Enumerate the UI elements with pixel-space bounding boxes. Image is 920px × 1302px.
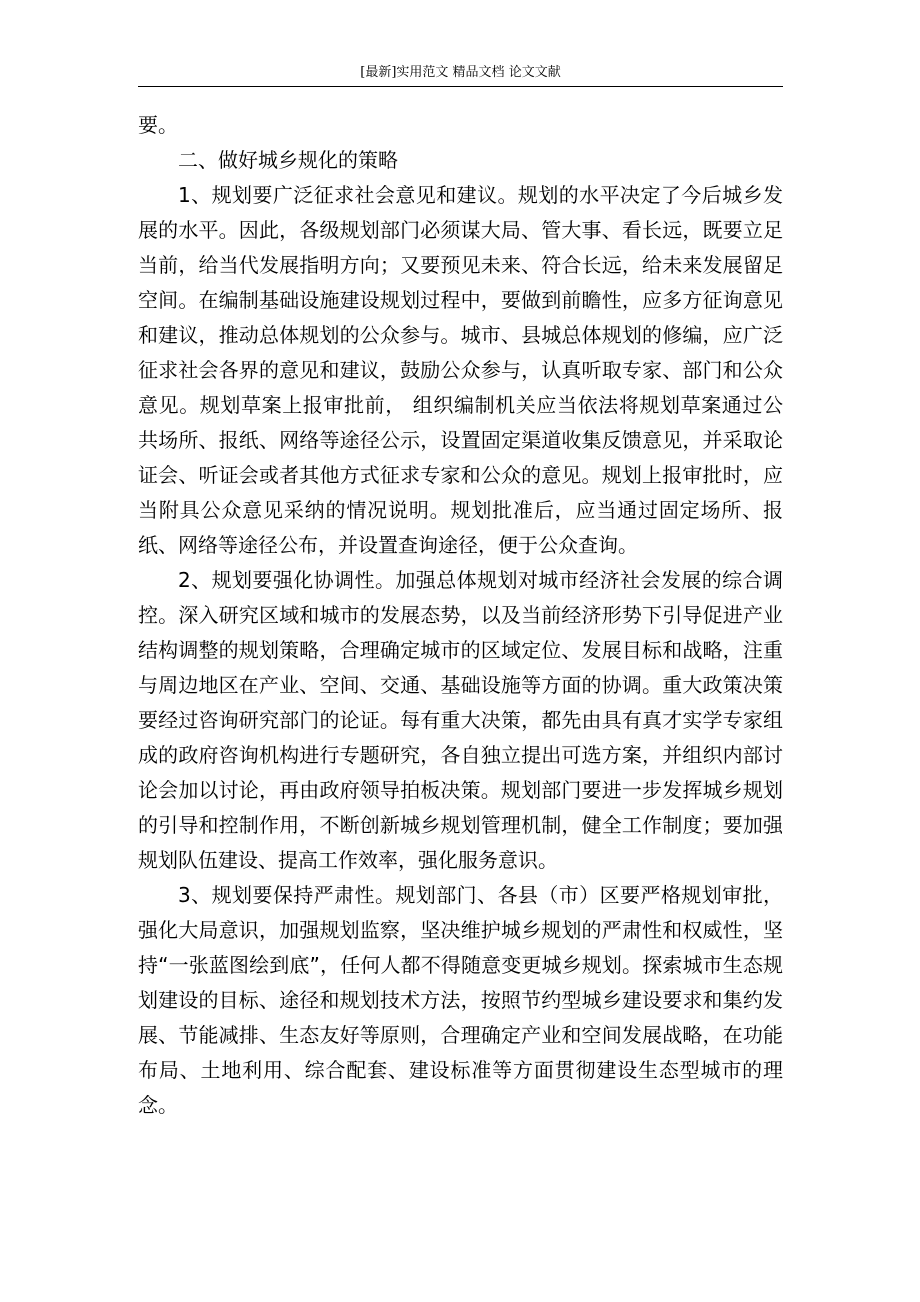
paragraph-point-2: 2、规划要强化协调性。加强总体规划对城市经济社会发展的综合调控。深入研究区域和城市的发展态势，以及当前经济形势下引导促进产业结构调整的规划策略，合理确定城市的区域定位、发展目标和战略，注重与周边地区在产业、空间、交通、基础设施等方面的协调。重大政策决策要经过咨询研究部门的论证。每有重大决策，都先由具有真才实学专家组成的政府咨询机构进行专题研究，各自独立提出可选方案，并组织内部讨论会加以讨论，再由政府领导拍板决策。规划部门要进一步发挥城乡规划的引导和控制作用，不断创新城乡规划管理机制，健全工作制度；要加强规划队伍建设、提高工作效率，强化服务意识。 [138,568,783,872]
paragraph-point-1: 1、规划要广泛征求社会意见和建议。规划的水平决定了今后城乡发展的水平。因此，各级规划部门必须谋大局、管大事、看长远，既要立足当前，给当代发展指明方向；又要预见未来、符合长远，给未来发展留足空间。在编制基础设施建设规划过程中，要做到前瞻性，应多方征询意见和建议，推动总体规划的公众参与。城市、县城总体规划的修编，应广泛征求社会各界的意见和建议，鼓励公众参与，认真听取专家、部门和公众意见。规划草案上报审批前， 组织编制机关应当依法将规划草案通过公共场所、报纸、网络等途径公示，设置固定渠道收集反馈意见，并采取论证会、听证会或者其他方式征求专家和公众的意见。规划上报审批时，应当附具公众意见采纳的情况说明。规划批准后，应当通过固定场所、报纸、网络等途径公布，并设置查询途径，便于公众查询。 [138,183,783,557]
paragraph-point-3: 3、规划要保持严肃性。规划部门、各县（市）区要严格规划审批，强化大局意识，加强规划监察，坚决维护城乡规划的严肃性和权威性，坚持“一张蓝图绘到底”，任何人都不得随意变更城乡规划。探索城市生态规划建设的目标、途径和规划技术方法，按照节约型城乡建设要求和集约发展、节能减排、生态友好等原则，合理确定产业和空间发展战略，在功能布局、土地利用、综合配套、建设标准等方面贯彻建设生态型城市的理念。 [138,883,783,1117]
document-body [138,108,783,1123]
section-heading: 二、做好城乡规化的策略 [178,148,398,172]
paragraph-continuation: 要。 [138,113,178,137]
page-header: [最新]实用范文 精品文档 论文文献 [138,62,783,87]
